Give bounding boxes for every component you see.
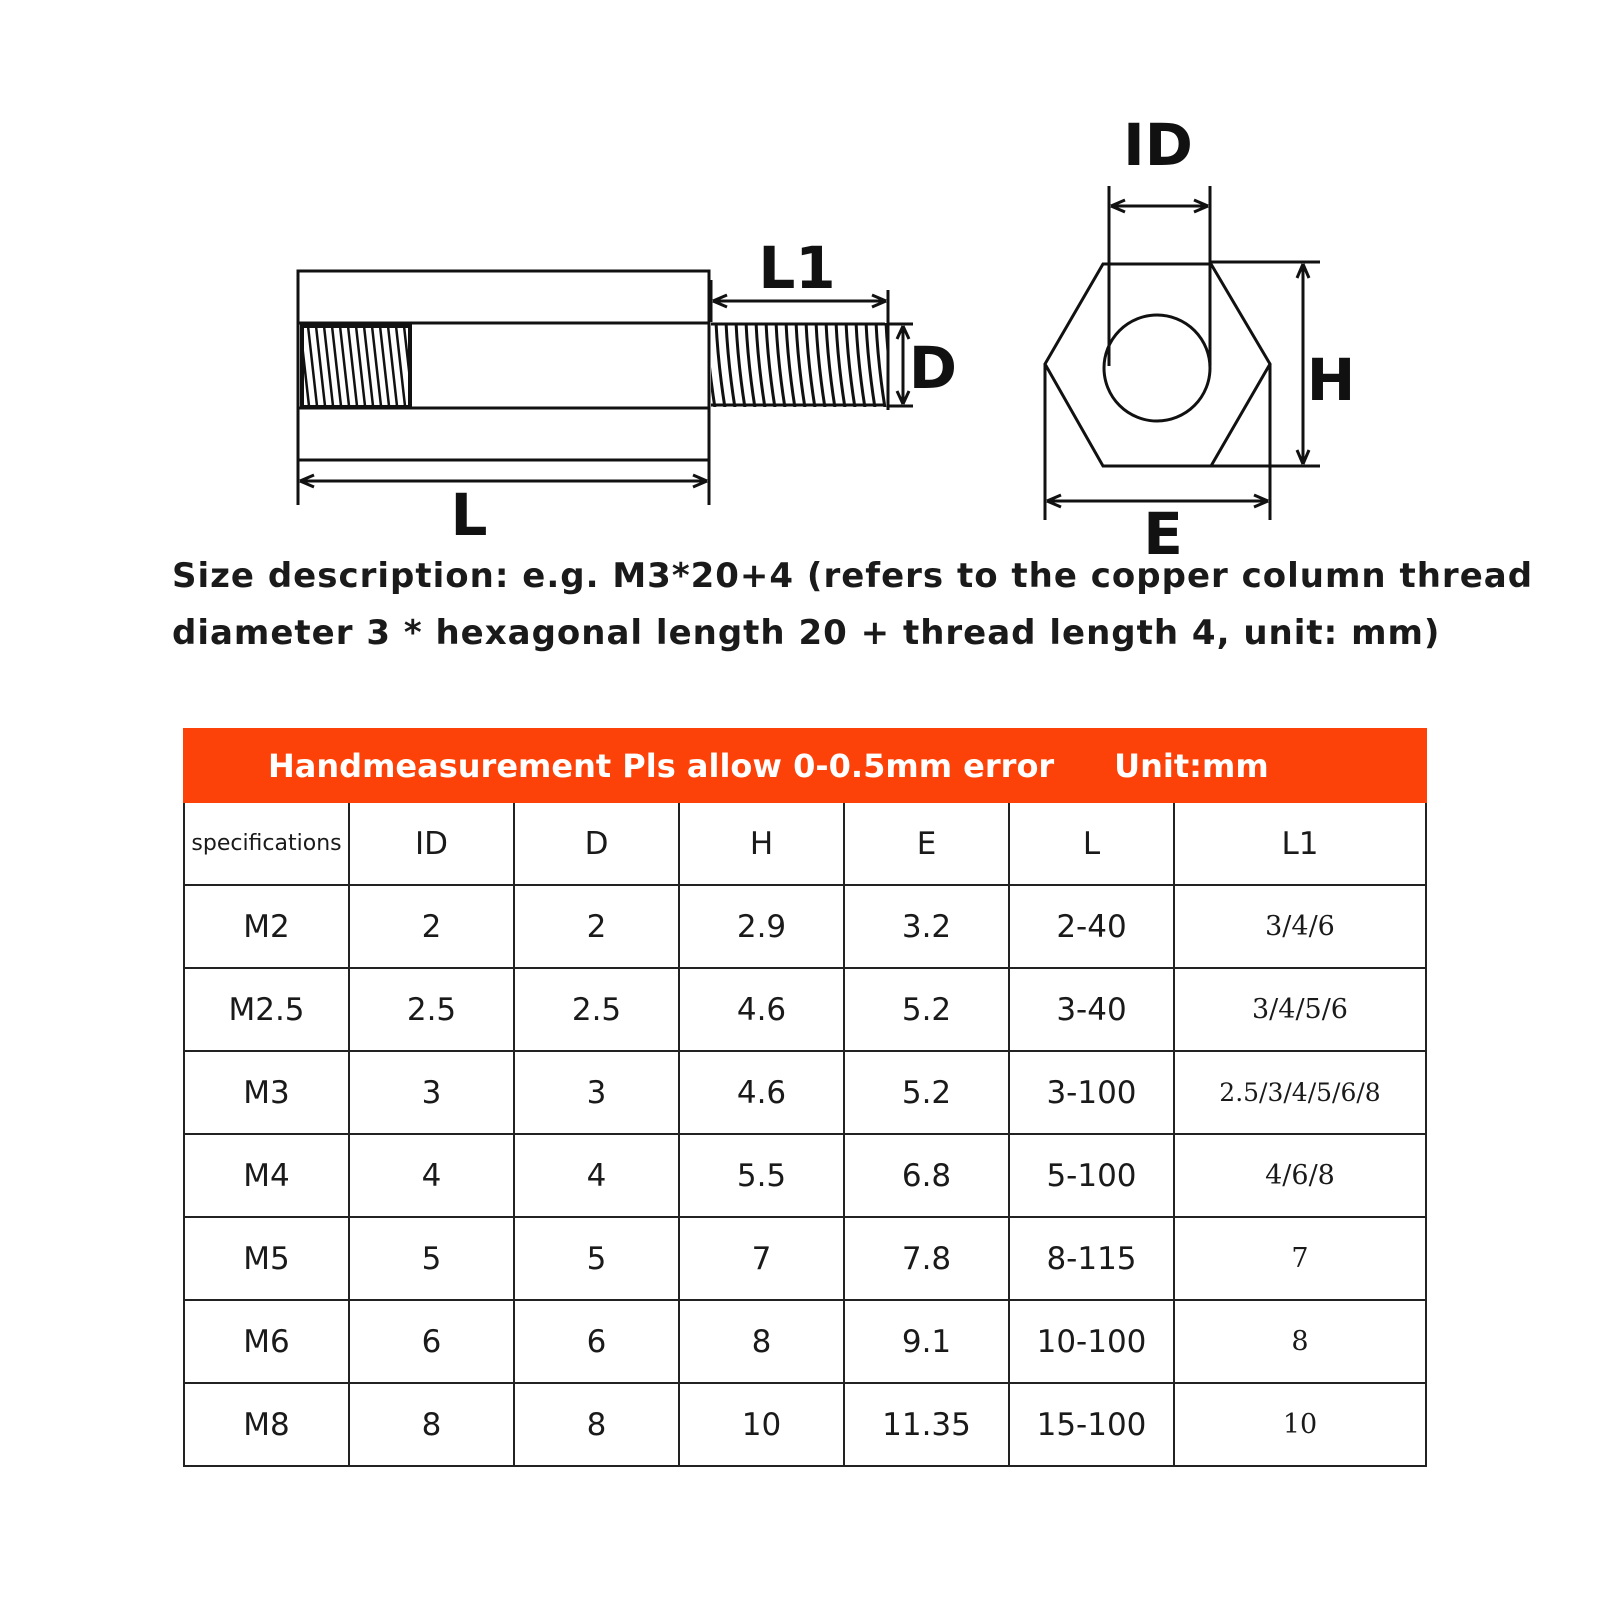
thread-coil	[806, 322, 815, 408]
table-row	[184, 885, 1426, 968]
thread-coil	[776, 322, 785, 408]
header-specifications: specifications	[184, 802, 349, 885]
cell-e: 5.2	[844, 1051, 1009, 1134]
header-d: D	[514, 802, 679, 885]
thread-hatch	[380, 326, 389, 406]
thread-hatch	[396, 326, 405, 406]
cell-h: 10	[679, 1383, 844, 1466]
cell-d: 8	[514, 1383, 679, 1466]
cell-spec: M8	[184, 1383, 349, 1466]
cell-l: 8-115	[1009, 1217, 1174, 1300]
cell-spec: M5	[184, 1217, 349, 1300]
table-header-row	[184, 802, 1426, 885]
table-title: Handmeasurement Pls allow 0-0.5mm error	[268, 746, 1055, 785]
size-description	[172, 548, 1534, 662]
thread-coil	[796, 322, 805, 408]
thread-hatch	[340, 326, 349, 406]
cell-id: 3	[349, 1051, 514, 1134]
header-l: L	[1009, 802, 1174, 885]
cell-e: 3.2	[844, 885, 1009, 968]
thread-hatch	[412, 326, 421, 406]
cell-d: 5	[514, 1217, 679, 1300]
thread-coil	[756, 322, 765, 408]
thread-coil	[736, 322, 745, 408]
cell-d: 6	[514, 1300, 679, 1383]
thread-hatch	[372, 326, 381, 406]
thread-coil	[826, 322, 835, 408]
thread-hatch	[356, 326, 365, 406]
table-title-cell	[184, 729, 1426, 802]
cell-spec: M6	[184, 1300, 349, 1383]
thread-coil	[766, 322, 775, 408]
cell-d: 3	[514, 1051, 679, 1134]
cell-spec: M2.5	[184, 968, 349, 1051]
header-e: E	[844, 802, 1009, 885]
h-label: H	[1306, 346, 1356, 414]
cell-h: 5.5	[679, 1134, 844, 1217]
cell-h: 7	[679, 1217, 844, 1300]
table-row	[184, 1134, 1426, 1217]
cell-e: 9.1	[844, 1300, 1009, 1383]
cell-e: 11.35	[844, 1383, 1009, 1466]
thread-hatch	[316, 326, 325, 406]
thread-hole	[1104, 315, 1210, 421]
thread-coil	[716, 322, 725, 408]
cell-e: 5.2	[844, 968, 1009, 1051]
thread-coil	[726, 322, 735, 408]
cell-h: 4.6	[679, 968, 844, 1051]
d-label: D	[908, 334, 958, 402]
cell-e: 7.8	[844, 1217, 1009, 1300]
cell-l1: 7	[1174, 1217, 1426, 1300]
cell-d: 4	[514, 1134, 679, 1217]
cell-spec: M2	[184, 885, 349, 968]
cell-spec: M4	[184, 1134, 349, 1217]
cell-l: 5-100	[1009, 1134, 1174, 1217]
cell-l1: 3/4/5/6	[1174, 968, 1426, 1051]
cell-d: 2	[514, 885, 679, 968]
cell-id: 8	[349, 1383, 514, 1466]
table-row	[184, 968, 1426, 1051]
cell-l1: 4/6/8	[1174, 1134, 1426, 1217]
cell-id: 2.5	[349, 968, 514, 1051]
thread-coil	[746, 322, 755, 408]
table-row	[184, 1300, 1426, 1383]
thread-coil	[856, 322, 865, 408]
cell-l1: 3/4/6	[1174, 885, 1426, 968]
cell-l1: 8	[1174, 1300, 1426, 1383]
standoff-dimension-diagram	[0, 0, 1600, 560]
thread-coil	[816, 322, 825, 408]
thread-coil	[846, 322, 855, 408]
size-description-line-1: Size description: e.g. M3*20+4 (refers to the copper column thread	[172, 556, 1534, 596]
table-row	[184, 1383, 1426, 1466]
table-row	[184, 1217, 1426, 1300]
cell-l: 3-100	[1009, 1051, 1174, 1134]
cell-l: 2-40	[1009, 885, 1174, 968]
internal-thread-hatching	[300, 326, 421, 406]
cell-d: 2.5	[514, 968, 679, 1051]
cell-h: 2.9	[679, 885, 844, 968]
thread-hatch	[332, 326, 341, 406]
cell-h: 8	[679, 1300, 844, 1383]
thread-coil	[866, 322, 875, 408]
standoff-end-view	[1045, 186, 1320, 520]
hexagon-outline	[1045, 264, 1270, 466]
thread-hatch	[308, 326, 317, 406]
cell-id: 6	[349, 1300, 514, 1383]
spec-table	[183, 728, 1427, 1467]
cell-spec: M3	[184, 1051, 349, 1134]
cell-id: 4	[349, 1134, 514, 1217]
header-h: H	[679, 802, 844, 885]
l1-label: L1	[758, 234, 836, 302]
cell-id: 5	[349, 1217, 514, 1300]
standoff-side-view	[298, 271, 709, 460]
table-unit: Unit:mm	[1114, 746, 1269, 785]
table-title-row	[184, 729, 1426, 802]
l-label: L	[450, 481, 488, 549]
thread-hatch	[348, 326, 357, 406]
thread-hatch	[388, 326, 397, 406]
cell-e: 6.8	[844, 1134, 1009, 1217]
thread-coil	[836, 322, 845, 408]
thread-coil	[876, 322, 885, 408]
cell-l1: 2.5/3/4/5/6/8	[1174, 1051, 1426, 1134]
side-view-dimensions	[298, 280, 913, 505]
cell-l: 10-100	[1009, 1300, 1174, 1383]
table-row	[184, 1051, 1426, 1134]
e-label: E	[1143, 500, 1183, 560]
cell-l: 3-40	[1009, 968, 1174, 1051]
thread-coil	[786, 322, 795, 408]
external-thread	[706, 322, 905, 408]
cell-id: 2	[349, 885, 514, 968]
header-l1: L1	[1174, 802, 1426, 885]
cell-l: 15-100	[1009, 1383, 1174, 1466]
cell-h: 4.6	[679, 1051, 844, 1134]
cell-l1: 10	[1174, 1383, 1426, 1466]
header-id: ID	[349, 802, 514, 885]
external-thread-coils	[706, 322, 905, 408]
thread-hatch	[364, 326, 373, 406]
id-label: ID	[1123, 111, 1193, 179]
size-description-line-2: diameter 3 * hexagonal length 20 + thread length 4, unit: mm)	[172, 613, 1441, 653]
thread-hatch	[324, 326, 333, 406]
